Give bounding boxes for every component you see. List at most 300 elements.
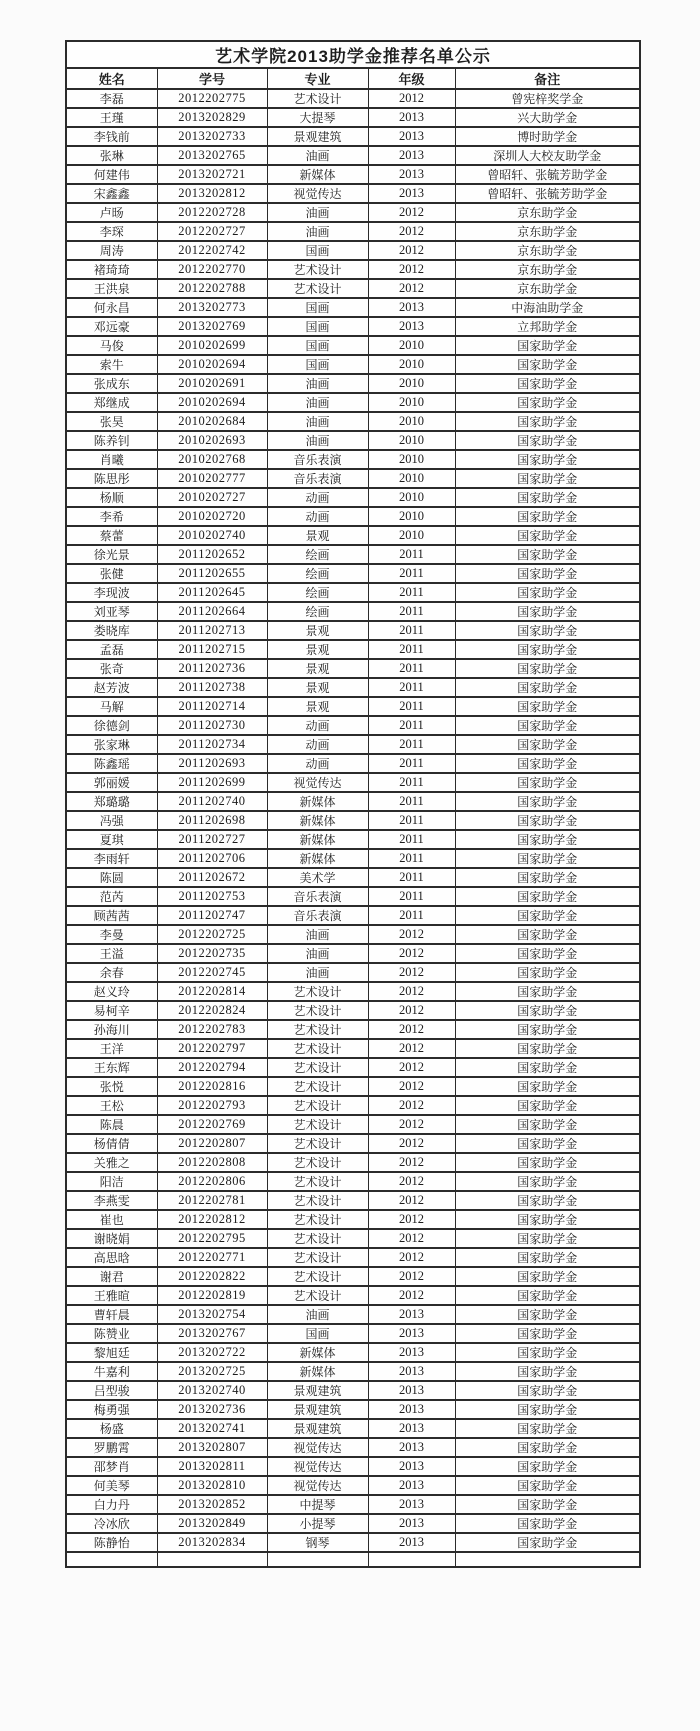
cell-grade: 2011 xyxy=(368,621,455,640)
cell-name: 李钱前 xyxy=(66,127,157,146)
cell-remark: 国家助学金 xyxy=(455,792,640,811)
cell-student-id: 2012202814 xyxy=(157,982,267,1001)
cell-major: 动画 xyxy=(267,507,368,526)
cell-student-id: 2011202655 xyxy=(157,564,267,583)
cell-name: 夏琪 xyxy=(66,830,157,849)
cell-student-id: 2010202699 xyxy=(157,336,267,355)
table-row xyxy=(66,868,640,887)
cell-name: 白力丹 xyxy=(66,1495,157,1514)
cell-remark: 国家助学金 xyxy=(455,1419,640,1438)
table-row xyxy=(66,1153,640,1172)
cell-major: 动画 xyxy=(267,754,368,773)
table-row xyxy=(66,678,640,697)
cell-student-id: 2013202740 xyxy=(157,1381,267,1400)
table-row xyxy=(66,602,640,621)
cell-grade: 2011 xyxy=(368,697,455,716)
cell-major: 艺术设计 xyxy=(267,982,368,1001)
cell-grade: 2012 xyxy=(368,1286,455,1305)
column-header-major: 专业 xyxy=(267,68,368,89)
cell-major: 艺术设计 xyxy=(267,1039,368,1058)
cell-grade: 2012 xyxy=(368,982,455,1001)
table-row xyxy=(66,1362,640,1381)
cell-remark: 国家助学金 xyxy=(455,564,640,583)
scholarship-table xyxy=(65,40,641,1568)
cell-student-id: 2013202721 xyxy=(157,165,267,184)
cell-student-id: 2012202793 xyxy=(157,1096,267,1115)
cell-name: 余春 xyxy=(66,963,157,982)
cell-student-id: 2012202795 xyxy=(157,1229,267,1248)
cell-major: 艺术设计 xyxy=(267,279,368,298)
cell-major: 艺术设计 xyxy=(267,260,368,279)
cell-name: 邓远豪 xyxy=(66,317,157,336)
cell-grade: 2011 xyxy=(368,716,455,735)
cell-name: 邵梦肖 xyxy=(66,1457,157,1476)
cell-remark: 中海油助学金 xyxy=(455,298,640,317)
table-row xyxy=(66,1248,640,1267)
cell-student-id: 2011202672 xyxy=(157,868,267,887)
cell-remark: 国家助学金 xyxy=(455,678,640,697)
cell-grade: 2013 xyxy=(368,1400,455,1419)
table-row xyxy=(66,659,640,678)
cell-remark: 国家助学金 xyxy=(455,1267,640,1286)
cell-student-id: 2012202816 xyxy=(157,1077,267,1096)
cell-name: 杨顺 xyxy=(66,488,157,507)
cell-remark: 国家助学金 xyxy=(455,773,640,792)
table-row xyxy=(66,1495,640,1514)
cell-student-id: 2012202727 xyxy=(157,222,267,241)
cell-major: 油画 xyxy=(267,393,368,412)
cell-major: 艺术设计 xyxy=(267,1248,368,1267)
cell-remark: 国家助学金 xyxy=(455,1115,640,1134)
cell-name: 陈晨 xyxy=(66,1115,157,1134)
cell-remark: 深圳人大校友助学金 xyxy=(455,146,640,165)
cell-major: 艺术设计 xyxy=(267,1191,368,1210)
cell-name: 李磊 xyxy=(66,89,157,108)
cell-student-id: 2012202819 xyxy=(157,1286,267,1305)
cell-grade: 2010 xyxy=(368,526,455,545)
empty-cell xyxy=(66,1552,157,1567)
table-row xyxy=(66,1096,640,1115)
cell-student-id: 2011202652 xyxy=(157,545,267,564)
table-row xyxy=(66,1229,640,1248)
cell-student-id: 2012202822 xyxy=(157,1267,267,1286)
table-row xyxy=(66,488,640,507)
cell-name: 孟磊 xyxy=(66,640,157,659)
cell-name: 郑璐璐 xyxy=(66,792,157,811)
cell-name: 高思晗 xyxy=(66,1248,157,1267)
cell-name: 李希 xyxy=(66,507,157,526)
cell-remark: 国家助学金 xyxy=(455,355,640,374)
cell-remark: 曾昭轩、张毓芳助学金 xyxy=(455,165,640,184)
table-row xyxy=(66,545,640,564)
cell-name: 陈圆 xyxy=(66,868,157,887)
table-row xyxy=(66,127,640,146)
cell-remark: 国家助学金 xyxy=(455,640,640,659)
empty-table-row xyxy=(66,1552,640,1567)
cell-grade: 2013 xyxy=(368,1362,455,1381)
table-row xyxy=(66,1077,640,1096)
cell-student-id: 2011202645 xyxy=(157,583,267,602)
cell-student-id: 2010202691 xyxy=(157,374,267,393)
cell-name: 徐德剑 xyxy=(66,716,157,735)
cell-grade: 2012 xyxy=(368,944,455,963)
cell-student-id: 2012202824 xyxy=(157,1001,267,1020)
cell-student-id: 2010202777 xyxy=(157,469,267,488)
cell-major: 景观 xyxy=(267,526,368,545)
cell-major: 动画 xyxy=(267,488,368,507)
table-row xyxy=(66,982,640,1001)
cell-student-id: 2013202807 xyxy=(157,1438,267,1457)
cell-grade: 2011 xyxy=(368,678,455,697)
cell-grade: 2011 xyxy=(368,792,455,811)
cell-major: 油画 xyxy=(267,944,368,963)
cell-remark: 国家助学金 xyxy=(455,811,640,830)
cell-grade: 2012 xyxy=(368,1210,455,1229)
cell-student-id: 2010202720 xyxy=(157,507,267,526)
cell-name: 冷冰欣 xyxy=(66,1514,157,1533)
cell-grade: 2012 xyxy=(368,1096,455,1115)
table-row xyxy=(66,1419,640,1438)
cell-grade: 2012 xyxy=(368,260,455,279)
table-row xyxy=(66,640,640,659)
table-row xyxy=(66,108,640,127)
table-row xyxy=(66,1210,640,1229)
cell-grade: 2012 xyxy=(368,241,455,260)
table-row xyxy=(66,1134,640,1153)
cell-grade: 2011 xyxy=(368,811,455,830)
cell-student-id: 2011202747 xyxy=(157,906,267,925)
cell-remark: 国家助学金 xyxy=(455,1172,640,1191)
cell-student-id: 2013202812 xyxy=(157,184,267,203)
cell-student-id: 2013202765 xyxy=(157,146,267,165)
table-row xyxy=(66,963,640,982)
cell-grade: 2012 xyxy=(368,1248,455,1267)
cell-remark: 国家助学金 xyxy=(455,336,640,355)
cell-grade: 2013 xyxy=(368,146,455,165)
cell-grade: 2012 xyxy=(368,1153,455,1172)
cell-remark: 京东助学金 xyxy=(455,203,640,222)
cell-name: 梅勇强 xyxy=(66,1400,157,1419)
table-row xyxy=(66,355,640,374)
cell-name: 王瑾 xyxy=(66,108,157,127)
cell-major: 艺术设计 xyxy=(267,1210,368,1229)
cell-grade: 2012 xyxy=(368,279,455,298)
cell-major: 油画 xyxy=(267,146,368,165)
cell-name: 赵义玲 xyxy=(66,982,157,1001)
cell-name: 何美琴 xyxy=(66,1476,157,1495)
cell-grade: 2011 xyxy=(368,640,455,659)
cell-grade: 2013 xyxy=(368,298,455,317)
table-row xyxy=(66,146,640,165)
cell-name: 王洋 xyxy=(66,1039,157,1058)
cell-student-id: 2012202725 xyxy=(157,925,267,944)
cell-student-id: 2012202788 xyxy=(157,279,267,298)
cell-name: 范芮 xyxy=(66,887,157,906)
cell-name: 阳洁 xyxy=(66,1172,157,1191)
cell-student-id: 2010202694 xyxy=(157,355,267,374)
cell-major: 国画 xyxy=(267,355,368,374)
cell-student-id: 2012202771 xyxy=(157,1248,267,1267)
table-row xyxy=(66,526,640,545)
cell-remark: 国家助学金 xyxy=(455,1077,640,1096)
cell-grade: 2012 xyxy=(368,89,455,108)
table-row xyxy=(66,792,640,811)
cell-student-id: 2012202808 xyxy=(157,1153,267,1172)
table-row xyxy=(66,203,640,222)
cell-student-id: 2013202736 xyxy=(157,1400,267,1419)
cell-name: 蔡蕾 xyxy=(66,526,157,545)
cell-name: 陈养钊 xyxy=(66,431,157,450)
cell-major: 景观 xyxy=(267,640,368,659)
cell-name: 何永昌 xyxy=(66,298,157,317)
cell-grade: 2012 xyxy=(368,1229,455,1248)
cell-grade: 2012 xyxy=(368,925,455,944)
cell-name: 郑继成 xyxy=(66,393,157,412)
cell-student-id: 2012202775 xyxy=(157,89,267,108)
cell-major: 艺术设计 xyxy=(267,1058,368,1077)
table-row xyxy=(66,165,640,184)
cell-student-id: 2013202834 xyxy=(157,1533,267,1552)
table-row xyxy=(66,184,640,203)
cell-student-id: 2011202736 xyxy=(157,659,267,678)
column-header-student-id: 学号 xyxy=(157,68,267,89)
cell-remark: 国家助学金 xyxy=(455,1020,640,1039)
cell-major: 艺术设计 xyxy=(267,1267,368,1286)
cell-name: 谢君 xyxy=(66,1267,157,1286)
cell-student-id: 2013202849 xyxy=(157,1514,267,1533)
cell-grade: 2012 xyxy=(368,1172,455,1191)
cell-remark: 国家助学金 xyxy=(455,602,640,621)
cell-major: 国画 xyxy=(267,317,368,336)
cell-name: 易柯辛 xyxy=(66,1001,157,1020)
cell-major: 国画 xyxy=(267,241,368,260)
cell-grade: 2010 xyxy=(368,469,455,488)
cell-major: 景观 xyxy=(267,678,368,697)
cell-remark: 国家助学金 xyxy=(455,716,640,735)
cell-grade: 2013 xyxy=(368,127,455,146)
cell-grade: 2011 xyxy=(368,583,455,602)
cell-grade: 2010 xyxy=(368,507,455,526)
cell-student-id: 2011202740 xyxy=(157,792,267,811)
table-row xyxy=(66,1400,640,1419)
cell-remark: 国家助学金 xyxy=(455,1305,640,1324)
cell-remark: 国家助学金 xyxy=(455,526,640,545)
table-row xyxy=(66,507,640,526)
cell-student-id: 2012202807 xyxy=(157,1134,267,1153)
table-body xyxy=(66,89,640,1567)
cell-name: 孙海川 xyxy=(66,1020,157,1039)
cell-name: 王雅暄 xyxy=(66,1286,157,1305)
cell-grade: 2010 xyxy=(368,355,455,374)
cell-grade: 2013 xyxy=(368,1533,455,1552)
cell-remark: 国家助学金 xyxy=(455,621,640,640)
cell-major: 油画 xyxy=(267,963,368,982)
cell-major: 绘画 xyxy=(267,545,368,564)
table-row xyxy=(66,317,640,336)
cell-grade: 2013 xyxy=(368,165,455,184)
cell-grade: 2012 xyxy=(368,1267,455,1286)
cell-grade: 2011 xyxy=(368,906,455,925)
cell-remark: 国家助学金 xyxy=(455,1514,640,1533)
empty-cell xyxy=(368,1552,455,1567)
table-row xyxy=(66,583,640,602)
cell-remark: 国家助学金 xyxy=(455,830,640,849)
table-row xyxy=(66,89,640,108)
cell-major: 音乐表演 xyxy=(267,469,368,488)
cell-remark: 京东助学金 xyxy=(455,222,640,241)
cell-major: 新媒体 xyxy=(267,1343,368,1362)
cell-name: 李燕雯 xyxy=(66,1191,157,1210)
cell-name: 谢晓娟 xyxy=(66,1229,157,1248)
cell-student-id: 2012202728 xyxy=(157,203,267,222)
cell-student-id: 2013202767 xyxy=(157,1324,267,1343)
cell-remark: 国家助学金 xyxy=(455,1381,640,1400)
cell-student-id: 2013202769 xyxy=(157,317,267,336)
table-row xyxy=(66,374,640,393)
cell-student-id: 2011202727 xyxy=(157,830,267,849)
cell-remark: 国家助学金 xyxy=(455,887,640,906)
cell-student-id: 2010202740 xyxy=(157,526,267,545)
cell-grade: 2011 xyxy=(368,830,455,849)
cell-major: 景观建筑 xyxy=(267,1400,368,1419)
cell-remark: 国家助学金 xyxy=(455,1400,640,1419)
table-row xyxy=(66,469,640,488)
table-row xyxy=(66,412,640,431)
cell-grade: 2012 xyxy=(368,1001,455,1020)
cell-major: 景观建筑 xyxy=(267,1381,368,1400)
empty-cell xyxy=(157,1552,267,1567)
cell-major: 小提琴 xyxy=(267,1514,368,1533)
cell-grade: 2013 xyxy=(368,1419,455,1438)
cell-remark: 国家助学金 xyxy=(455,507,640,526)
cell-remark: 京东助学金 xyxy=(455,241,640,260)
cell-name: 刘亚琴 xyxy=(66,602,157,621)
cell-name: 杨倩倩 xyxy=(66,1134,157,1153)
cell-name: 索牛 xyxy=(66,355,157,374)
table-row xyxy=(66,811,640,830)
cell-remark: 国家助学金 xyxy=(455,1153,640,1172)
cell-student-id: 2012202745 xyxy=(157,963,267,982)
table-row xyxy=(66,1058,640,1077)
cell-major: 中提琴 xyxy=(267,1495,368,1514)
cell-grade: 2011 xyxy=(368,564,455,583)
column-header-remark: 备注 xyxy=(455,68,640,89)
cell-major: 绘画 xyxy=(267,564,368,583)
cell-grade: 2013 xyxy=(368,1305,455,1324)
cell-major: 国画 xyxy=(267,298,368,317)
cell-grade: 2013 xyxy=(368,184,455,203)
cell-major: 景观建筑 xyxy=(267,127,368,146)
cell-major: 绘画 xyxy=(267,583,368,602)
cell-remark: 曾昭轩、张毓芳助学金 xyxy=(455,184,640,203)
cell-remark: 国家助学金 xyxy=(455,982,640,1001)
cell-student-id: 2013202829 xyxy=(157,108,267,127)
cell-student-id: 2013202773 xyxy=(157,298,267,317)
cell-student-id: 2012202770 xyxy=(157,260,267,279)
cell-major: 视觉传达 xyxy=(267,1457,368,1476)
table-row xyxy=(66,621,640,640)
cell-student-id: 2012202812 xyxy=(157,1210,267,1229)
cell-name: 吕型骏 xyxy=(66,1381,157,1400)
cell-remark: 国家助学金 xyxy=(455,868,640,887)
cell-student-id: 2012202769 xyxy=(157,1115,267,1134)
cell-name: 马俊 xyxy=(66,336,157,355)
cell-grade: 2013 xyxy=(368,1438,455,1457)
table-row xyxy=(66,1514,640,1533)
cell-name: 张昊 xyxy=(66,412,157,431)
cell-grade: 2011 xyxy=(368,602,455,621)
cell-name: 关雅之 xyxy=(66,1153,157,1172)
cell-grade: 2011 xyxy=(368,545,455,564)
cell-remark: 国家助学金 xyxy=(455,1191,640,1210)
cell-student-id: 2013202722 xyxy=(157,1343,267,1362)
table-row xyxy=(66,298,640,317)
cell-name: 张悦 xyxy=(66,1077,157,1096)
cell-major: 国画 xyxy=(267,336,368,355)
table-row xyxy=(66,279,640,298)
cell-remark: 国家助学金 xyxy=(455,1495,640,1514)
cell-grade: 2012 xyxy=(368,203,455,222)
cell-major: 视觉传达 xyxy=(267,773,368,792)
cell-student-id: 2010202684 xyxy=(157,412,267,431)
cell-student-id: 2011202693 xyxy=(157,754,267,773)
cell-name: 卢旸 xyxy=(66,203,157,222)
table-row xyxy=(66,564,640,583)
cell-name: 陈静怡 xyxy=(66,1533,157,1552)
cell-remark: 国家助学金 xyxy=(455,754,640,773)
table-row xyxy=(66,716,640,735)
table-row xyxy=(66,1039,640,1058)
cell-remark: 兴大助学金 xyxy=(455,108,640,127)
table-row xyxy=(66,1305,640,1324)
cell-remark: 国家助学金 xyxy=(455,906,640,925)
cell-remark: 国家助学金 xyxy=(455,697,640,716)
cell-major: 油画 xyxy=(267,431,368,450)
cell-grade: 2011 xyxy=(368,868,455,887)
cell-remark: 国家助学金 xyxy=(455,944,640,963)
cell-remark: 国家助学金 xyxy=(455,1286,640,1305)
cell-name: 王洪泉 xyxy=(66,279,157,298)
table-row xyxy=(66,830,640,849)
cell-grade: 2010 xyxy=(368,412,455,431)
table-row xyxy=(66,431,640,450)
cell-student-id: 2013202852 xyxy=(157,1495,267,1514)
cell-major: 景观 xyxy=(267,697,368,716)
cell-major: 艺术设计 xyxy=(267,1153,368,1172)
cell-name: 王溢 xyxy=(66,944,157,963)
cell-major: 艺术设计 xyxy=(267,1001,368,1020)
table-row xyxy=(66,697,640,716)
cell-grade: 2011 xyxy=(368,735,455,754)
cell-name: 褚琦琦 xyxy=(66,260,157,279)
cell-grade: 2010 xyxy=(368,488,455,507)
cell-major: 视觉传达 xyxy=(267,184,368,203)
cell-major: 动画 xyxy=(267,735,368,754)
cell-name: 李琛 xyxy=(66,222,157,241)
cell-grade: 2010 xyxy=(368,336,455,355)
cell-major: 油画 xyxy=(267,925,368,944)
cell-student-id: 2010202693 xyxy=(157,431,267,450)
cell-major: 新媒体 xyxy=(267,811,368,830)
table-row xyxy=(66,1476,640,1495)
cell-student-id: 2010202727 xyxy=(157,488,267,507)
cell-major: 油画 xyxy=(267,374,368,393)
cell-grade: 2011 xyxy=(368,773,455,792)
cell-student-id: 2013202733 xyxy=(157,127,267,146)
cell-name: 赵芳波 xyxy=(66,678,157,697)
cell-grade: 2012 xyxy=(368,1134,455,1153)
cell-student-id: 2013202725 xyxy=(157,1362,267,1381)
